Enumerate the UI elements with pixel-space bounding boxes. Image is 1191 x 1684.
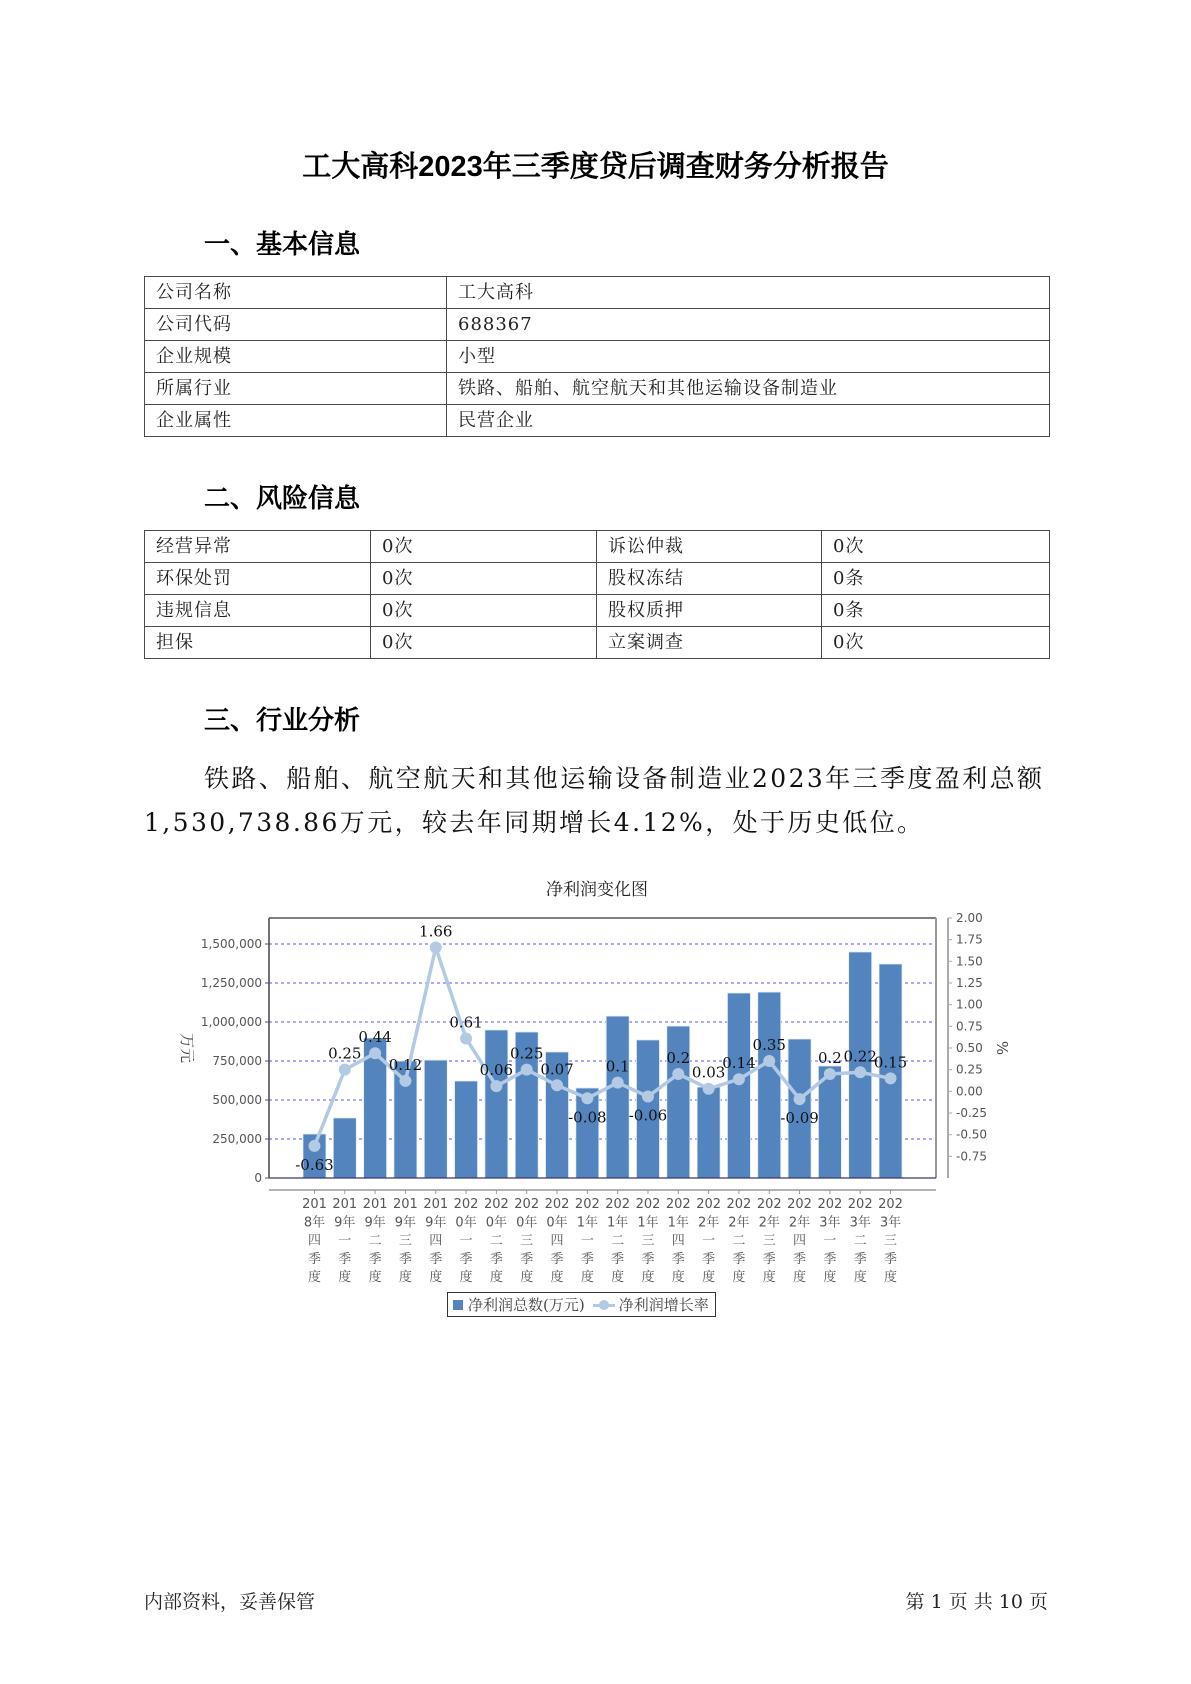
x-axis-category-label — [636, 1197, 661, 1285]
x-axis-label-line: 四 — [550, 1233, 564, 1249]
growth-rate-marker — [733, 1073, 745, 1085]
growth-rate-marker — [430, 941, 442, 953]
section-heading-basic-info: 一、基本信息 — [204, 229, 361, 259]
x-axis-label-line: 1年 — [576, 1215, 598, 1231]
risk-label: 诉讼仲裁 — [597, 531, 822, 563]
growth-rate-marker — [763, 1055, 775, 1067]
x-axis-label-line: 3年 — [849, 1215, 871, 1231]
bar — [424, 1060, 447, 1178]
growth-rate-data-label: 0.22 — [843, 1047, 877, 1066]
growth-rate-data-label: 0.61 — [449, 1013, 483, 1032]
x-axis-label-line: 季 — [338, 1251, 352, 1267]
x-axis-label-line: 季 — [732, 1251, 746, 1267]
x-axis-label-line: 度 — [550, 1270, 564, 1286]
y-right-tick-label: 1.75 — [956, 932, 983, 947]
growth-rate-marker — [854, 1066, 866, 1078]
x-axis-label-line: 度 — [793, 1270, 807, 1286]
growth-rate-data-label: 0.15 — [873, 1053, 908, 1072]
x-axis-label-line: 季 — [611, 1251, 625, 1267]
y-left-axis-label: 万元 — [178, 1032, 197, 1064]
x-axis-label-line: 202 — [635, 1197, 661, 1212]
x-axis-category-label — [454, 1197, 479, 1285]
x-axis-label-line: 2年 — [728, 1215, 750, 1231]
growth-rate-marker — [672, 1068, 684, 1080]
x-axis-label-line: 2年 — [697, 1215, 720, 1231]
x-axis-label-line: 202 — [787, 1197, 812, 1212]
x-axis-label-line: 202 — [726, 1197, 752, 1212]
analysis-paragraph-line: 1,530,738.86万元，较去年同期增长4.12%，处于历史低位。 — [144, 808, 925, 837]
x-axis-label-line: 8年 — [303, 1215, 326, 1231]
x-axis-label-line: 季 — [489, 1251, 503, 1267]
x-axis-label-line: 季 — [884, 1251, 898, 1267]
x-axis-label-line: 四 — [671, 1233, 685, 1249]
x-axis-category-label — [484, 1197, 509, 1285]
y-left-tick-label: 1,000,000 — [200, 1015, 262, 1029]
field-label: 所属行业 — [145, 373, 447, 405]
x-axis-label-line: 0年 — [516, 1215, 538, 1231]
bar — [758, 992, 781, 1178]
y-left-tick-label: 750,000 — [212, 1054, 262, 1068]
risk-value: 0次 — [371, 627, 597, 659]
x-axis-label-line: 一 — [580, 1233, 594, 1249]
x-axis-label-line: 202 — [847, 1197, 873, 1212]
x-axis-label-line: 9年 — [425, 1215, 447, 1231]
analysis-paragraph-line: 铁路、船舶、航空航天和其他运输设备制造业2023年三季度盈利总额 — [204, 764, 1045, 793]
x-axis-label-line: 9年 — [394, 1215, 417, 1231]
growth-rate-marker — [794, 1093, 806, 1105]
growth-rate-data-label: 0.06 — [479, 1061, 514, 1080]
chart-title: 净利润变化图 — [546, 880, 648, 900]
y-right-tick-label: 1.25 — [956, 976, 983, 990]
y-right-tick-label: 0.75 — [956, 1019, 983, 1034]
x-axis-label-line: 季 — [368, 1251, 382, 1267]
x-axis-label-line: 201 — [393, 1197, 418, 1212]
x-axis-label-line: 季 — [641, 1251, 655, 1267]
growth-rate-data-label: 0.2 — [666, 1049, 691, 1067]
y-right-axis — [948, 911, 987, 1178]
field-label: 企业属性 — [145, 405, 447, 437]
y-left-tick-label: 250,000 — [212, 1132, 262, 1146]
x-axis-label-line: 度 — [520, 1270, 534, 1286]
table-row — [145, 563, 1050, 595]
growth-rate-data-label: 0.1 — [605, 1057, 630, 1076]
x-axis-label-line: 2年 — [788, 1215, 811, 1231]
growth-rate-data-label: -0.08 — [568, 1108, 607, 1127]
growth-rate-data-label: 0.03 — [691, 1063, 726, 1082]
x-axis-label-line: 三 — [520, 1233, 534, 1249]
growth-rate-marker — [308, 1140, 320, 1152]
x-axis-label-line: 度 — [671, 1270, 685, 1286]
risk-label: 股权冻结 — [597, 563, 822, 595]
data-labels — [295, 922, 907, 1173]
field-label: 公司名称 — [145, 277, 447, 309]
growth-rate-data-label: 0.14 — [722, 1054, 756, 1073]
growth-rate-data-label: 0.2 — [817, 1049, 842, 1067]
x-axis-label-line: 一 — [459, 1233, 473, 1249]
x-axis-label-line: 度 — [368, 1270, 382, 1286]
risk-value: 0次 — [371, 563, 597, 595]
legend-item-growth-rate: 净利润增长率 — [618, 1296, 709, 1314]
x-axis-label-line: 度 — [853, 1270, 867, 1286]
table-row — [145, 405, 1050, 437]
table-row — [145, 595, 1050, 627]
growth-rate-marker — [490, 1080, 502, 1092]
growth-rate-marker — [460, 1032, 472, 1044]
x-axis-category-label — [848, 1197, 873, 1285]
legend-line-swatch-icon — [593, 1300, 615, 1310]
y-right-tick-label: -0.50 — [956, 1127, 988, 1142]
x-axis-label-line: 一 — [338, 1233, 352, 1249]
x-axis-label-line: 度 — [823, 1270, 837, 1286]
risk-value: 0次 — [371, 595, 597, 627]
net-profit-chart — [150, 900, 1030, 1290]
x-axis-label-line: 3年 — [879, 1215, 902, 1231]
x-axis-label-line: 一 — [823, 1233, 837, 1249]
company-code-value: 688367 — [447, 309, 1050, 341]
industry-value: 铁路、船舶、航空航天和其他运输设备制造业 — [447, 373, 1050, 405]
chart-legend — [447, 1292, 716, 1317]
bar — [485, 1030, 508, 1178]
x-axis-label-line: 季 — [429, 1251, 443, 1267]
risk-label: 股权质押 — [597, 595, 822, 627]
x-axis-label-line: 201 — [362, 1197, 388, 1212]
x-axis-label-line: 1年 — [637, 1215, 659, 1231]
company-type-value: 民营企业 — [447, 405, 1050, 437]
x-axis-label-line: 201 — [332, 1197, 358, 1212]
x-axis-label-line: 季 — [580, 1251, 594, 1267]
growth-rate-marker — [369, 1047, 381, 1059]
growth-rate-marker — [521, 1064, 533, 1076]
growth-rate-data-label: -0.63 — [295, 1155, 334, 1174]
x-axis-label-line: 季 — [398, 1251, 412, 1267]
y-left-tick-label: 1,250,000 — [200, 976, 262, 991]
risk-value: 0条 — [822, 595, 1050, 627]
x-axis-label-line: 202 — [574, 1197, 600, 1212]
document-title: 工大高科2023年三季度贷后调查财务分析报告 — [302, 151, 889, 183]
growth-rate-data-label: 0.35 — [752, 1036, 786, 1054]
x-axis-category-label — [514, 1197, 539, 1285]
table-row — [145, 277, 1050, 309]
x-axis-label-line: 四 — [307, 1233, 321, 1249]
x-axis-label-line: 度 — [641, 1270, 655, 1286]
x-axis-category-label — [696, 1197, 721, 1285]
x-axis-label-line: 202 — [665, 1197, 691, 1212]
x-axis-label-line: 度 — [884, 1270, 898, 1286]
x-axis-category-label — [363, 1197, 388, 1285]
x-axis-label-line: 四 — [429, 1233, 443, 1249]
x-axis-label-line: 1年 — [607, 1215, 629, 1231]
x-axis-label-line: 季 — [671, 1251, 685, 1267]
x-axis-category-label — [787, 1197, 812, 1285]
growth-rate-marker — [339, 1064, 351, 1076]
risk-label: 立案调查 — [597, 627, 822, 659]
x-axis-label-line: 0年 — [546, 1215, 568, 1231]
x-axis-category-label — [817, 1197, 842, 1285]
x-axis-label-line: 0年 — [485, 1215, 508, 1231]
company-scale-value: 小型 — [447, 341, 1050, 373]
table-row — [145, 531, 1050, 563]
growth-rate-marker — [399, 1075, 411, 1087]
table-row — [145, 341, 1050, 373]
x-axis-category-label — [666, 1197, 691, 1285]
x-axis-category-label — [605, 1197, 630, 1285]
y-right-tick-label: 0.25 — [956, 1062, 983, 1077]
x-axis-label-line: 度 — [611, 1270, 625, 1286]
x-axis-label-line: 3年 — [819, 1215, 841, 1231]
x-axis-label-line: 季 — [853, 1251, 867, 1267]
growth-rate-data-label: 0.44 — [358, 1028, 392, 1047]
y-left-axis — [201, 937, 269, 1185]
y-right-tick-label: 1.00 — [956, 997, 983, 1012]
field-label: 公司代码 — [145, 309, 447, 341]
growth-rate-marker — [551, 1079, 563, 1091]
x-axis-label-line: 9年 — [334, 1215, 356, 1231]
growth-rate-marker — [885, 1072, 897, 1084]
y-right-tick-label: -0.25 — [956, 1106, 988, 1120]
x-axis-label-line: 9年 — [364, 1215, 386, 1231]
x-axis-label-line: 二 — [611, 1233, 625, 1249]
footer-confidential-note: 内部资料，妥善保管 — [144, 1591, 316, 1613]
table-row — [145, 309, 1050, 341]
x-axis-label-line: 季 — [823, 1251, 837, 1267]
x-axis-category-label — [332, 1197, 357, 1285]
y-left-tick-label: 500,000 — [212, 1093, 262, 1107]
x-axis-label-line: 2年 — [758, 1215, 780, 1231]
x-axis-category-label — [727, 1197, 752, 1285]
x-axis-label-line: 202 — [817, 1197, 843, 1212]
growth-rate-data-label: 0.25 — [510, 1044, 544, 1063]
y-right-tick-label: 1.50 — [956, 954, 983, 969]
x-axis-label-line: 三 — [641, 1233, 655, 1249]
x-axis-category-label — [393, 1197, 418, 1285]
x-axis-label-line: 202 — [756, 1197, 782, 1212]
x-axis-label-line: 201 — [423, 1197, 449, 1212]
x-axis-category-label — [545, 1197, 570, 1285]
x-axis-label-line: 度 — [307, 1270, 321, 1286]
risk-value: 0条 — [822, 563, 1050, 595]
x-axis-category-label — [575, 1197, 600, 1285]
x-axis-label-line: 202 — [696, 1197, 722, 1212]
x-axis-label-line: 202 — [453, 1197, 479, 1212]
x-axis-label-line: 三 — [884, 1233, 898, 1249]
x-axis-label-line: 202 — [483, 1197, 509, 1212]
y-right-tick-label: -0.75 — [956, 1149, 988, 1164]
table-row — [145, 627, 1050, 659]
growth-rate-marker — [824, 1068, 836, 1080]
growth-rate-data-label: 0.25 — [328, 1044, 362, 1063]
field-label: 企业规模 — [145, 341, 447, 373]
x-axis-label-line: 度 — [338, 1270, 352, 1286]
growth-rate-data-label: 0.07 — [540, 1060, 574, 1079]
growth-rate-data-label: -0.09 — [780, 1109, 819, 1128]
x-axis-label-line: 202 — [544, 1197, 570, 1212]
basic-info-table — [144, 276, 1050, 437]
x-axis-label-line: 三 — [762, 1233, 776, 1249]
x-axis-label-line: 度 — [398, 1270, 412, 1286]
growth-rate-marker — [642, 1091, 654, 1103]
x-axis-label-line: 0年 — [455, 1215, 477, 1231]
bar — [697, 1087, 720, 1178]
y-right-axis-label: % — [993, 1040, 1012, 1056]
x-axis-category-label — [878, 1197, 903, 1285]
x-axis-label-line: 季 — [793, 1251, 807, 1267]
x-axis-label-line: 度 — [580, 1270, 594, 1286]
section-heading-industry-analysis: 三、行业分析 — [204, 705, 361, 735]
bar — [455, 1081, 478, 1178]
x-axis-category-label — [757, 1197, 782, 1285]
x-axis-label-line: 一 — [702, 1233, 716, 1249]
bar — [333, 1118, 356, 1178]
x-axis-category-label — [423, 1197, 448, 1285]
x-axis-label-line: 1年 — [667, 1215, 689, 1231]
x-axis-label-line: 三 — [398, 1233, 412, 1249]
x-axis-label-line: 度 — [732, 1270, 746, 1286]
footer-page-number: 第 1 页 共 10 页 — [905, 1591, 1048, 1613]
y-right-tick-label: 2.00 — [956, 911, 983, 925]
x-axis-category-label — [302, 1197, 327, 1285]
table-row — [145, 373, 1050, 405]
risk-value: 0次 — [822, 627, 1050, 659]
x-axis-label-line: 季 — [307, 1251, 321, 1267]
x-axis-label-line: 二 — [853, 1233, 867, 1249]
bar — [606, 1016, 629, 1178]
x-axis-label-line: 二 — [368, 1233, 382, 1249]
y-left-tick-label: 1,500,000 — [200, 937, 262, 952]
x-axis-label-line: 度 — [702, 1270, 716, 1286]
y-right-tick-label: 0.50 — [956, 1041, 983, 1055]
x-axis-label-line: 季 — [702, 1251, 716, 1267]
bar — [727, 993, 750, 1178]
x-axis-label-line: 季 — [520, 1251, 534, 1267]
x-axis-label-line: 度 — [762, 1270, 776, 1286]
risk-label: 经营异常 — [145, 531, 371, 563]
risk-info-table — [144, 530, 1050, 659]
legend-bar-swatch-icon — [453, 1300, 463, 1310]
risk-value: 0次 — [371, 531, 597, 563]
risk-label: 环保处罚 — [145, 563, 371, 595]
legend-item-net-profit: 净利润总数(万元) — [468, 1296, 585, 1314]
x-axis-label-line: 二 — [489, 1233, 503, 1249]
risk-label: 违规信息 — [145, 595, 371, 627]
y-left-tick-label: 0 — [254, 1171, 262, 1185]
x-axis-label-line: 度 — [429, 1270, 443, 1286]
x-axis-label-line: 度 — [459, 1270, 473, 1286]
growth-rate-marker — [612, 1077, 624, 1089]
x-axis-label-line: 度 — [489, 1270, 503, 1286]
section-heading-risk-info: 二、风险信息 — [204, 483, 361, 513]
x-axis-label-line: 202 — [605, 1197, 631, 1212]
x-axis-label-line: 202 — [878, 1197, 903, 1212]
x-axis-label-line: 季 — [550, 1251, 564, 1267]
x-axis-label-line: 二 — [732, 1233, 746, 1249]
growth-rate-marker — [703, 1083, 715, 1095]
company-name-value: 工大高科 — [447, 277, 1050, 309]
x-axis-label-line: 201 — [302, 1197, 327, 1212]
x-axis — [269, 1190, 936, 1285]
risk-label: 担保 — [145, 627, 371, 659]
y-right-tick-label: 0.00 — [956, 1084, 983, 1099]
x-axis-label-line: 四 — [793, 1233, 807, 1249]
x-axis-label-line: 202 — [514, 1197, 540, 1212]
x-axis-label-line: 季 — [762, 1251, 776, 1267]
x-axis-label-line: 季 — [459, 1251, 473, 1267]
growth-rate-data-label: 1.66 — [419, 922, 453, 941]
growth-rate-marker — [581, 1092, 593, 1104]
risk-value: 0次 — [822, 531, 1050, 563]
growth-rate-data-label: -0.06 — [628, 1106, 668, 1125]
growth-rate-data-label: 0.12 — [388, 1055, 423, 1074]
